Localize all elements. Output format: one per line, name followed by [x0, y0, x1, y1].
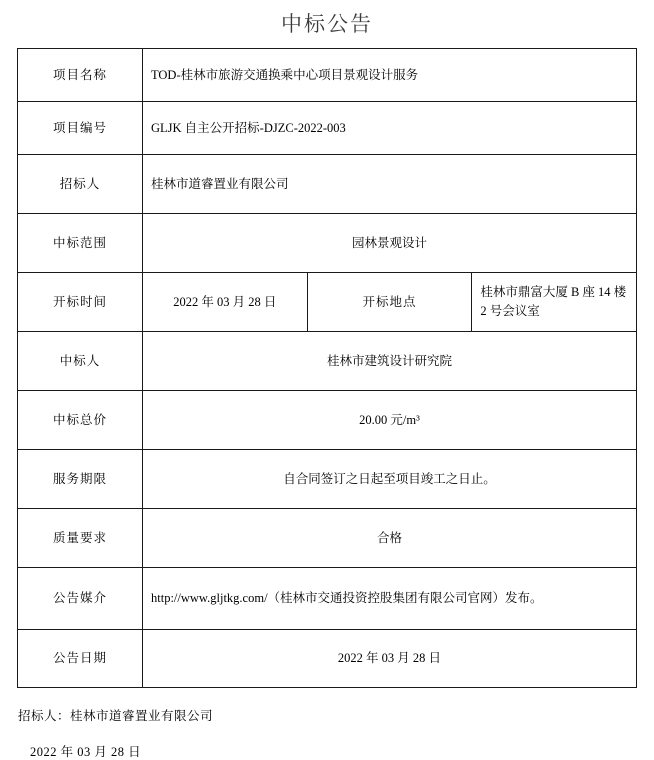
row-label-scope: 中标范围: [18, 214, 143, 273]
row-label-bid-open-place: 开标地点: [307, 273, 472, 332]
row-label-service-period: 服务期限: [18, 450, 143, 509]
page-title: 中标公告: [281, 13, 373, 36]
row-label-quality: 质量要求: [18, 509, 143, 568]
table-row: [18, 509, 637, 568]
row-label-media: 公告媒介: [18, 568, 143, 630]
row-label-tenderer: 招标人: [18, 155, 143, 214]
row-value-project-name: TOD-桂林市旅游交通换乘中心项目景观设计服务: [143, 49, 637, 102]
table-row: [18, 102, 637, 155]
row-value-winner: 桂林市建筑设计研究院: [143, 332, 637, 391]
row-label-bid-open-time: 开标时间: [18, 273, 143, 332]
table-row: [18, 630, 637, 688]
table-row: [18, 155, 637, 214]
footer-signer: 招标人：桂林市道睿置业有限公司: [18, 709, 214, 723]
table-row: [18, 214, 637, 273]
row-label-notice-date: 公告日期: [18, 630, 143, 688]
row-value-media: http://www.gljtkg.com/（桂林市交通投资控股集团有限公司官网）发布。: [143, 568, 637, 630]
table-row: [18, 273, 637, 332]
row-value-quality: 合格: [143, 509, 637, 568]
table-row: [18, 568, 637, 630]
footer-block: [18, 706, 654, 760]
row-label-total-price: 中标总价: [18, 391, 143, 450]
row-value-bid-open-place: 桂林市鼎富大厦 B 座 14 楼 2 号会议室: [472, 273, 637, 332]
row-label-winner: 中标人: [18, 332, 143, 391]
row-value-tenderer: 桂林市道睿置业有限公司: [143, 155, 637, 214]
row-value-total-price: 20.00 元/m³: [143, 391, 637, 450]
table-row: [18, 450, 637, 509]
table-row: [18, 391, 637, 450]
row-value-bid-open-time: 2022 年 03 月 28 日: [143, 273, 308, 332]
row-label-project-name: 项目名称: [18, 49, 143, 102]
row-value-service-period: 自合同签订之日起至项目竣工之日止。: [143, 450, 637, 509]
row-value-project-number: GLJK 自主公开招标-DJZC-2022-003: [143, 102, 637, 155]
document-page: [0, 8, 654, 759]
table-row: [18, 332, 637, 391]
row-value-scope: 园林景观设计: [143, 214, 637, 273]
table-row: [18, 49, 637, 102]
footer-date: 2022 年 03 月 28 日: [30, 745, 142, 759]
row-value-notice-date: 2022 年 03 月 28 日: [143, 630, 637, 688]
row-label-project-number: 项目编号: [18, 102, 143, 155]
award-notice-table: [17, 48, 637, 688]
